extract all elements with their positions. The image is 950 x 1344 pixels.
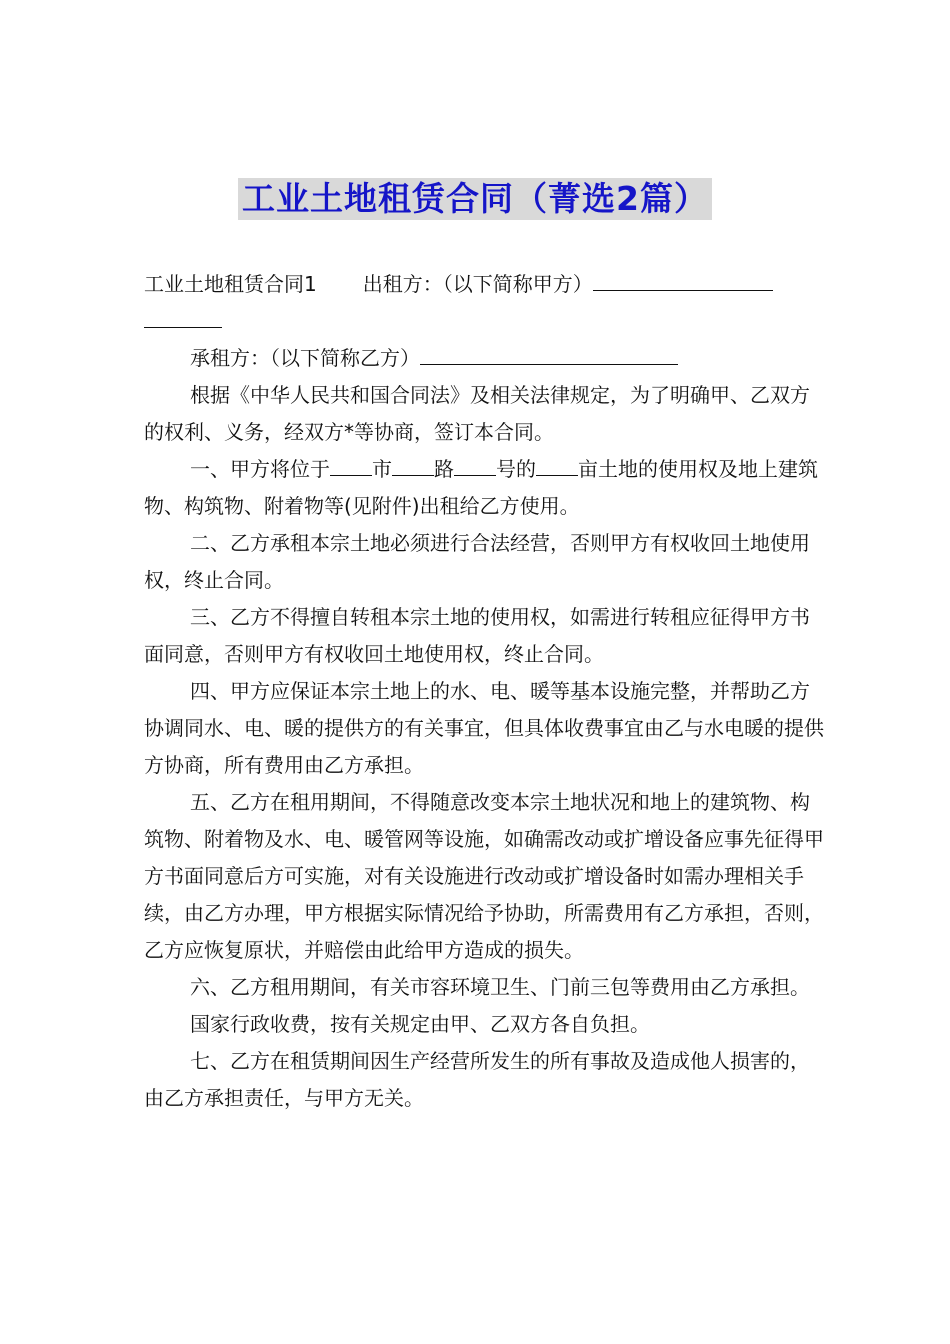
lessor-label: 出租方：（以下简称甲方）: [362, 272, 593, 296]
clause1-part-e: 亩土地的使用权及地上建筑物、构筑物、附着物等(见附件)出租给乙方使用。: [144, 457, 818, 518]
clause1-part-b: 市: [372, 457, 392, 481]
paragraph-clause-4: 四、甲方应保证本宗土地上的水、电、暖等基本设施完整，并帮助乙方协调同水、电、暖的提供方的有关事宜，但具体收费事宜由乙与水电暖的提供方协商，所有费用由乙方承担。: [144, 679, 824, 777]
title-block: [0, 178, 950, 220]
clause1-part-c: 路: [434, 457, 454, 481]
lessor-blank-2: [144, 307, 222, 328]
blank-number: [536, 455, 578, 476]
lessor-blank-continued: [144, 303, 824, 340]
intro-line: [144, 266, 824, 303]
blank-city: [392, 455, 434, 476]
blank-location: [330, 455, 372, 476]
paragraph-clause-7: 七、乙方在租赁期间因生产经营所发生的所有事故及造成他人损害的，由乙方承担责任，与甲方无关。: [144, 1049, 810, 1110]
paragraph-clause-3: 三、乙方不得擅自转租本宗土地的使用权，如需进行转租应征得甲方书面同意，否则甲方有权收回土地使用权，终止合同。: [144, 605, 810, 666]
contract-body: [144, 266, 824, 1117]
lessee-line: [144, 340, 824, 377]
paragraph-clause-5: 五、乙方在租用期间，不得随意改变本宗土地状况和地上的建筑物、构筑物、附着物及水、电、暖管网等设施，如确需改动或扩增设备应事先征得甲方书面同意后方可实施，对有关设施进行改动或扩增设备时如需办理相关手续，由乙方办理，甲方根据实际情况给予协助，所需费用有乙方承担，否则，乙方应恢复原状，并赔偿由此给甲方造成的损失。: [144, 790, 824, 962]
paragraph-basis: 根据《中华人民共和国合同法》及相关法律规定，为了明确甲、乙双方的权利、义务，经双方*等协商，签订本合同。: [144, 383, 810, 444]
lessee-blank: [420, 344, 678, 365]
clause1-part-a: 一、甲方将位于: [190, 457, 330, 481]
document-title: 工业土地租赁合同（菁选2篇）: [238, 178, 712, 220]
contract-name: 工业土地租赁合同1: [144, 272, 317, 296]
paragraph-clause-2: 二、乙方承租本宗土地必须进行合法经营，否则甲方有权收回土地使用权，终止合同。: [144, 531, 810, 592]
lessor-blank: [593, 270, 773, 291]
paragraph-fees: 国家行政收费，按有关规定由甲、乙双方各自负担。: [190, 1012, 650, 1036]
paragraph-clause-6: 六、乙方租用期间，有关市容环境卫生、门前三包等费用由乙方承担。: [190, 975, 810, 999]
paragraph-clause-1: [144, 451, 824, 525]
lessee-label: 承租方：（以下简称乙方）: [190, 346, 420, 370]
clause1-part-d: 号的: [496, 457, 536, 481]
blank-road: [454, 455, 496, 476]
